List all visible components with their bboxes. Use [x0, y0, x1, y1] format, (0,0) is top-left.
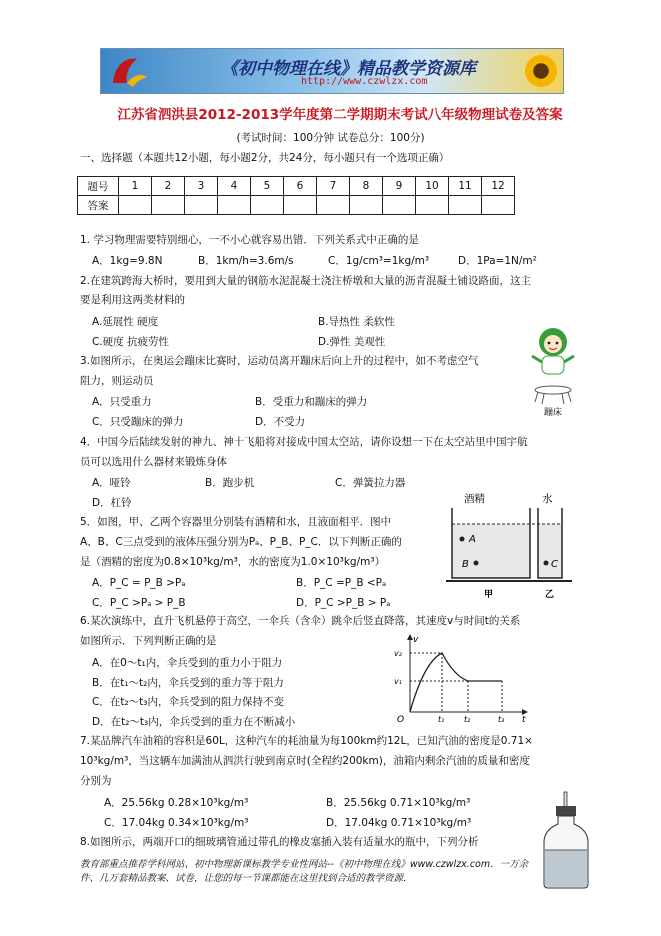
table-cell: 9	[383, 177, 416, 196]
question-8-stem: 8.如图所示，两端开口的细玻璃管通过带孔的橡皮塞插入装有适量水的瓶中，下列分析	[80, 836, 479, 848]
answer-cell[interactable]	[383, 196, 416, 215]
alcohol-label: 酒精	[464, 493, 485, 505]
question-4-stem: 4．中国今后陆续发射的神九、神十飞船将对接成中国太空站，请你设想一下在太空站里中国宇航	[80, 436, 528, 448]
containers-figure	[442, 490, 582, 602]
answer-cell[interactable]	[482, 196, 515, 215]
q2-option-b: B.导热性 柔软性	[318, 316, 395, 328]
question-5-stem: 5．如图，甲、乙两个容器里分别装有酒精和水，且液面相平．图中	[80, 516, 392, 528]
table-cell: 8	[350, 177, 383, 196]
graph-v2-label: v₂	[394, 649, 402, 658]
question-7-stem: 7.某品牌汽车油箱的容积是60L，这种汽车的耗油量为每100km约12L，已知汽油的密度是0.71×	[80, 735, 533, 747]
table-cell: 12	[482, 177, 515, 196]
question-7-stem-cont2: 分别为	[80, 775, 112, 787]
table-cell: 10	[416, 177, 449, 196]
exam-info: (考试时间：100分钟 试卷总分：100分)	[236, 132, 425, 144]
graph-t3-label: t₃	[498, 715, 505, 724]
q3-option-c: C．只受蹦床的弹力	[92, 416, 184, 428]
header-banner	[100, 48, 564, 94]
answer-table	[77, 176, 515, 215]
question-1-stem: 1. 学习物理需要特别细心，一不小心就容易出错．下列关系式中正确的是	[80, 234, 419, 246]
q5-option-b: B．P_C =P_B <Pₐ	[296, 577, 387, 589]
answer-cell[interactable]	[416, 196, 449, 215]
q7-option-c: C．17.04kg 0.34×10³kg/m³	[104, 817, 249, 829]
water-label: 水	[542, 493, 553, 505]
q6-option-c: C．在t₂～t₃内，伞兵受到的阻力保持不变	[92, 696, 284, 708]
table-cell: 3	[185, 177, 218, 196]
question-6-stem: 6.某次演练中，直升飞机悬停于高空，一伞兵（含伞）跳伞后竖直降落，其速度v与时间t的关系	[80, 615, 521, 627]
site-logo-icon	[107, 53, 151, 89]
banner-url[interactable]: http://www.czwlzx.com	[301, 76, 428, 87]
q6-option-a: A．在0～t₁内，伞兵受到的重力小于阻力	[92, 657, 283, 669]
question-5-stem-cont2: 是（酒精的密度为0.8×10³kg/m³，水的密度为1.0×10³kg/m³）	[80, 556, 386, 568]
q1-option-b: B．1km/h=3.6m/s	[198, 255, 294, 267]
q1-option-c: C．1g/cm³=1kg/m³	[328, 255, 430, 267]
q3-option-d: D．不受力	[255, 416, 306, 428]
point-c-label: C	[551, 559, 558, 570]
graph-t1-label: t₁	[438, 715, 445, 724]
q2-option-d: D.弹性 美观性	[318, 336, 386, 348]
banner-title: 《初中物理在线》精品教学资源库	[221, 59, 476, 79]
q1-option-a: A．1kg=9.8N	[92, 255, 163, 267]
table-row	[78, 177, 515, 196]
question-7-stem-cont: 10³kg/m³，当这辆车加满油从泗洪行驶到南京时(全程约200km)，油箱内剩余汽油的质量和密度	[80, 755, 530, 767]
answer-cell[interactable]	[152, 196, 185, 215]
q2-option-a: A.延展性 硬度	[92, 316, 159, 328]
question-2-stem-cont: 要是利用这两类材料的	[80, 294, 185, 306]
table-cell: 1	[119, 177, 152, 196]
q4-option-b: B．跑步机	[205, 477, 255, 489]
q4-option-d: D．杠铃	[92, 497, 132, 509]
table-cell: 2	[152, 177, 185, 196]
table-cell: 11	[449, 177, 482, 196]
graph-v1-label: v₁	[394, 677, 402, 686]
footer-line-2: 件、几万套精品教案、试卷，让您的每一节课都能在这里找到合适的教学资源．	[80, 873, 413, 884]
answer-cell[interactable]	[119, 196, 152, 215]
trampoline-figure	[522, 322, 584, 418]
q5-option-c: C．P_C >Pₐ > P_B	[92, 597, 186, 609]
table-cell: 4	[218, 177, 251, 196]
container-yi-label: 乙	[545, 590, 555, 600]
velocity-time-graph	[392, 632, 532, 724]
point-a-label: A	[469, 534, 476, 545]
answer-cell[interactable]	[350, 196, 383, 215]
section-heading: 一、选择题（本题共12小题，每小题2分，共24分，每小题只有一个选项正确）	[80, 152, 450, 164]
answer-cell[interactable]	[185, 196, 218, 215]
answer-cell[interactable]	[317, 196, 350, 215]
answer-cell[interactable]	[284, 196, 317, 215]
q7-option-d: D．17.04kg 0.71×10³kg/m³	[326, 817, 472, 829]
q5-option-a: A．P_C = P_B >Pₐ	[92, 577, 186, 589]
question-2-stem: 2.在建筑跨海大桥时，要用到大量的钢筋水泥混凝土浇注桥墩和大量的沥青混凝土铺设路面，这主	[80, 275, 532, 287]
answer-cell[interactable]	[218, 196, 251, 215]
q3-option-a: A．只受重力	[92, 396, 152, 408]
question-3-stem: 3.如图所示，在奥运会蹦床比赛时，运动员离开蹦床后向上升的过程中，如不考虑空气	[80, 355, 479, 367]
graph-v-label: v	[413, 635, 419, 645]
footer-line-1: 教育部重点推荐学科网站、初中物理新课标教学专业性网站--《初中物理在线》www.czwlzx.com．一万余	[80, 859, 529, 870]
table-cell: 6	[284, 177, 317, 196]
q7-option-a: A．25.56kg 0.28×10³kg/m³	[104, 797, 249, 809]
table-cell: 7	[317, 177, 350, 196]
q2-option-c: C.硬度 抗疲劳性	[92, 336, 170, 348]
table-row	[78, 196, 515, 215]
sunflower-icon	[523, 53, 559, 89]
question-4-stem-cont: 员可以选用什么器材来锻炼身体	[80, 456, 227, 468]
table-header-cell: 题号	[78, 177, 119, 196]
q7-option-b: B．25.56kg 0.71×10³kg/m³	[326, 797, 471, 809]
q4-option-c: C．弹簧拉力器	[335, 477, 406, 489]
footer-note	[80, 858, 600, 886]
graph-t-label: t	[522, 715, 526, 724]
page-title: 江苏省泗洪县2012-2013学年度第二学期期末考试八年级物理试卷及答案	[117, 107, 563, 123]
q6-option-d: D．在t₂～t₃内，伞兵受到的重力在不断减小	[92, 716, 296, 728]
q5-option-d: D．P_C >P_B > Pₐ	[296, 597, 391, 609]
trampoline-label: 蹦床	[544, 408, 563, 418]
question-6-stem-cont: 如图所示．下列判断正确的是	[80, 635, 217, 647]
graph-t2-label: t₂	[464, 715, 471, 724]
q3-option-b: B．受重力和蹦床的弹力	[255, 396, 368, 408]
question-5-stem-cont: A、B、C三点受到的液体压强分别为Pₐ、P_B、P_C．以下判断正确的	[80, 536, 402, 548]
q1-option-d: D．1Pa=1N/m²	[458, 255, 537, 267]
answer-cell[interactable]	[449, 196, 482, 215]
graph-origin-label: O	[397, 715, 405, 724]
q4-option-a: A．哑铃	[92, 477, 131, 489]
question-3-stem-cont: 阻力，则运动员	[80, 375, 154, 387]
container-jia-label: 甲	[484, 590, 494, 600]
answer-cell[interactable]	[251, 196, 284, 215]
table-cell: 5	[251, 177, 284, 196]
point-b-label: B	[462, 559, 469, 570]
q6-option-b: B．在t₁～t₂内，伞兵受到的重力等于阻力	[92, 677, 284, 689]
table-header-cell: 答案	[78, 196, 119, 215]
